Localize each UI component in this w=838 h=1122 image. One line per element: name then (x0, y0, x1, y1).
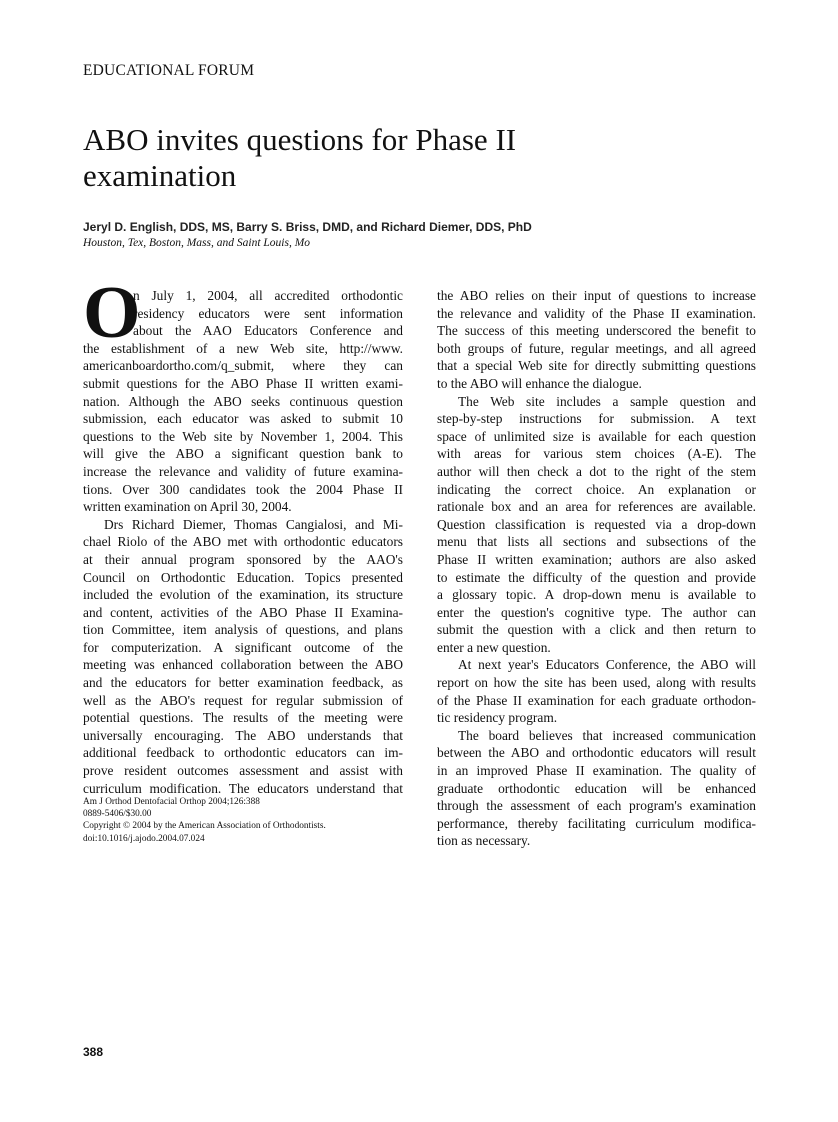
footnote-line: Copyright © 2004 by the American Association of Orthodontists. (83, 821, 326, 832)
article-title (83, 122, 683, 194)
text-line: Phase II written examination; authors are also asked (437, 551, 756, 567)
text-line: universally encouraging. The ABO understands that (83, 727, 403, 743)
text-line: tion Committee, item analysis of questions, and plans (83, 622, 403, 638)
text-line: submit the question with a click and then return to (437, 622, 756, 638)
text-line: with areas for various stem choices (A-E). The (437, 446, 756, 462)
text-line: in an improved Phase II examination. The quality of (437, 763, 756, 779)
text-line: graduate orthodontic education will be enhanced (437, 780, 756, 796)
text-line: author will then check a dot to the right of the stem (437, 463, 756, 479)
text-line: residency educators were sent information (133, 305, 403, 321)
text-line: meeting was enhanced collaboration between the ABO (83, 657, 403, 673)
footnote-line: doi:10.1016/j.ajodo.2004.07.024 (83, 833, 205, 844)
text-line: questions to the Web site by November 1, 2004. This (83, 428, 403, 444)
text-line: report on how the site has been used, along with results (437, 675, 756, 691)
text-line: for computerization. A significant outcome of the (83, 639, 403, 655)
text-line: tic residency program. (437, 710, 558, 726)
text-line: indicating the correct choice. An explanation or (437, 481, 756, 497)
text-line: the establishment of a new Web site, http://www. (83, 340, 403, 356)
text-line: step-by-step instructions for submission. A text (437, 411, 756, 427)
text-line: enter a new question. (437, 639, 551, 655)
text-line: curriculum modification. The educators understand that (83, 780, 403, 796)
text-line: submit questions for the ABO Phase II written exami- (83, 375, 403, 391)
text-line: between the ABO and orthodontic educators will result (437, 745, 756, 761)
text-line: tions. Over 300 candidates took the 2004 Phase II (83, 481, 403, 497)
text-line: at their annual program sponsored by the AAO's (83, 551, 403, 567)
text-line: Drs Richard Diemer, Thomas Cangialosi, and Mi- (104, 516, 403, 532)
citation-footnote (83, 796, 326, 845)
page-number: 388 (83, 1045, 104, 1059)
text-line: and content, activities of the ABO Phase II Examina- (83, 604, 403, 620)
left-column (83, 287, 403, 797)
text-line: well as the ABO's request for regular submission of (83, 692, 403, 708)
text-line: Council on Orthodontic Education. Topics presented (83, 569, 403, 585)
text-line: the ABO relies on their input of questions to increase (437, 288, 756, 303)
section-label: EDUCATIONAL FORUM (83, 62, 255, 79)
text-line: and the educators for better examination feedback, as (83, 675, 403, 691)
text-line: chael Riolo of the ABO met with orthodontic educators (83, 534, 403, 550)
text-line: of the Phase II examination for each graduate orthodon- (437, 692, 756, 708)
text-line: increase the relevance and validity of future examina- (83, 463, 403, 479)
text-line: will give the ABO a significant question bank to (83, 446, 403, 462)
text-line: that a special Web site for directly submitting questions (437, 358, 756, 374)
text-line: performance, thereby facilitating curriculum modifica- (437, 815, 756, 831)
text-line: through the assessment of each program's examination (437, 798, 756, 814)
text-line: The success of this meeting underscored the benefit to (437, 323, 756, 339)
text-line: potential questions. The results of the meeting were (83, 710, 403, 726)
authors: Jeryl D. English, DDS, MS, Barry S. Briss, DMD, and Richard Diemer, DDS, PhD (83, 220, 532, 234)
footnote-line: Am J Orthod Dentofacial Orthop 2004;126:388 (83, 797, 260, 807)
text-line: written examination on April 30, 2004. (83, 499, 292, 515)
text-line: prove resident outcomes assessment and assist with (83, 763, 403, 779)
text-line: Question classification is requested via a drop-down (437, 516, 756, 532)
text-line: enter the question's cognitive type. The author can (437, 604, 756, 620)
title-line: examination (83, 158, 237, 193)
title-line: ABO invites questions for Phase II (83, 122, 517, 157)
footnote-line: 0889-5406/$30.00 (83, 809, 152, 820)
text-line: to estimate the difficulty of the question and provide (437, 569, 756, 585)
text-line: menu that lists all sections and subsections of the (437, 534, 756, 550)
text-line: n July 1, 2004, all accredited orthodontic (133, 288, 403, 303)
text-line: both groups of future, regular meetings, and all agreed (437, 340, 756, 356)
text-line: At next year's Educators Conference, the ABO will (458, 657, 756, 673)
text-line: about the AAO Educators Conference and (133, 323, 403, 339)
text-line: a glossary topic. A drop-down menu is available to (437, 587, 756, 603)
text-line: submission, each educator was asked to submit 10 (83, 411, 403, 427)
text-line: to the ABO will enhance the dialogue. (437, 375, 642, 391)
drop-cap: O (83, 272, 141, 354)
right-column (437, 287, 756, 850)
text-line: additional feedback to orthodontic educators can im- (83, 745, 403, 761)
text-line: nation. Although the ABO seeks continuous question (83, 393, 403, 409)
affiliation: Houston, Tex, Boston, Mass, and Saint Louis, Mo (83, 237, 311, 249)
text-line: The board believes that increased communication (458, 727, 756, 743)
text-line: space of unlimited size is available for each question (437, 428, 756, 444)
text-line: americanboardortho.com/q_submit, where they can (83, 358, 403, 374)
text-line: The Web site includes a sample question and (458, 393, 756, 409)
text-line: tion as necessary. (437, 833, 531, 849)
text-line: included the evolution of the examination, its structure (83, 587, 403, 603)
text-line: the relevance and validity of the Phase II examination. (437, 305, 756, 321)
text-line: rationale box and an area for references are available. (437, 499, 756, 515)
